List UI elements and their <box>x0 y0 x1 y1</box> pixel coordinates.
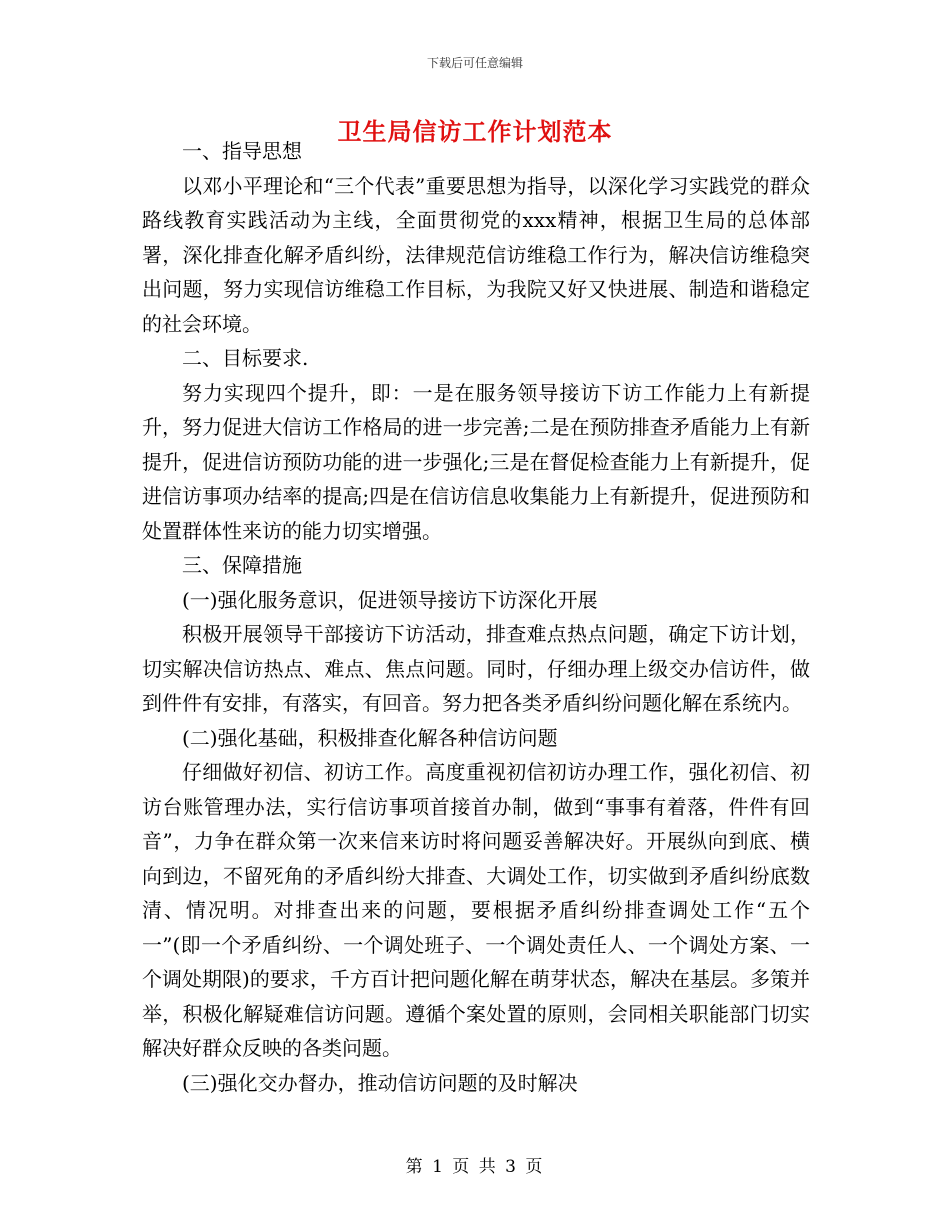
paragraph-goals: 努力实现四个提升，即：一是在服务领导接访下访工作能力上有新提升，努力促进大信访工作格局的进一步完善;二是在预防排查矛盾能力上有新提升，促进信访预防功能的进一步强化;三是在督促检查能力上有新提升，促进信访事项办结率的提高;四是在信访信息收集能力上有新提升，促进预防和处置群体性来访的能力切实增强。 <box>142 380 810 543</box>
section-heading-measures: 三、保障措施 <box>182 553 302 577</box>
section-heading-guiding-thought: 一、指导思想 <box>182 139 302 163</box>
paragraph-guiding-thought: 以邓小平理论和“三个代表”重要思想为指导，以深化学习实践党的群众路线教育实践活动为主线，全面贯彻党的xxx精神，根据卫生局的总体部署，深化排查化解矛盾纠纷，法律规范信访维稳工作行为，解决信访维稳突出问题，努力实现信访维稳工作目标，为我院又好又快进展、制造和谐稳定的社会环境。 <box>142 173 810 336</box>
subheading-service-awareness: (一)强化服务意识，促进领导接访下访深化开展 <box>182 587 598 612</box>
page-header-note: 下载后可任意编辑 <box>426 56 523 70</box>
document-title: 卫生局信访工作计划范本 <box>337 117 613 146</box>
paragraph-service-awareness: 积极开展领导干部接访下访活动，排查难点热点问题，确定下访计划，切实解决信访热点、难点、焦点问题。同时，仔细办理上级交办信访件，做到件件有安排，有落实，有回音。努力把各类矛盾纠纷问题化解在系统内。 <box>142 622 810 715</box>
subheading-supervision: (三)强化交办督办，推动信访问题的及时解决 <box>182 1070 578 1095</box>
document-body <box>142 134 810 1100</box>
subheading-strengthen-foundation: (二)强化基础，积极排查化解各种信访问题 <box>182 725 558 750</box>
paragraph-strengthen-foundation: 仔细做好初信、初访工作。高度重视初信初访办理工作，强化初信、初访台账管理办法，实行信访事项首接首办制，做到“事事有着落，件件有回音”，力争在群众第一次来信来访时将问题妥善解决好。开展纵向到底、横向到边，不留死角的矛盾纠纷大排查、大调处工作，切实做到矛盾纠纷底数清、情况明。对排查出来的问题，要根据矛盾纠纷排查调处工作“五个一”(即一个矛盾纠纷、一个调处班子、一个调处责任人、一个调处方案、一个调处期限)的要求，千方百计把问题化解在萌芽状态，解决在基层。多策并举，积极化解疑难信访问题。遵循个案处置的原则，会同相关职能部门切实解决好群众反映的各类问题。 <box>142 760 810 1060</box>
section-heading-goals: 二、目标要求. <box>182 346 309 370</box>
page-number-footer: 第 1 页 共 3 页 <box>405 1157 545 1177</box>
